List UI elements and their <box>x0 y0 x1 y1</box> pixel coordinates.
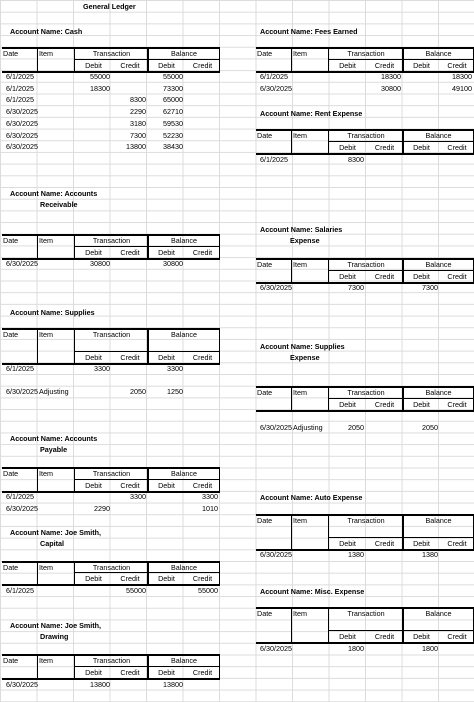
account-name: Account Name: Accounts <box>10 434 98 443</box>
col-item: Item <box>293 388 307 397</box>
entry-item: Adjusting <box>39 387 69 396</box>
entry-date: 6/30/2025 <box>6 259 38 268</box>
col-balance-debit: Debit <box>158 353 175 362</box>
entry-date: 6/1/2025 <box>6 492 34 501</box>
account-name: Account Name: Auto Expense <box>260 493 363 502</box>
col-balance: Balance <box>171 236 197 245</box>
entry-debit: 55000 <box>90 72 110 81</box>
col-transaction-credit: Credit <box>120 248 140 257</box>
entry-balance-debit: 38430 <box>163 142 183 152</box>
col-balance-credit: Credit <box>447 61 467 70</box>
account-name: Account Name: Joe Smith, <box>10 528 102 537</box>
entry-credit: 8300 <box>130 95 146 105</box>
ledger-subheader-border <box>329 141 474 142</box>
col-date: Date <box>257 609 273 618</box>
col-transaction-debit: Debit <box>339 400 356 409</box>
entry-date: 6/30/2025 <box>6 130 38 140</box>
ledger-divider <box>291 258 292 282</box>
account-name: Account Name: Misc. Expense <box>260 587 365 596</box>
col-transaction-debit: Debit <box>85 574 102 583</box>
entry-balance-debit: 7300 <box>422 283 438 292</box>
col-transaction-debit: Debit <box>85 481 102 490</box>
col-item: Item <box>293 609 307 618</box>
col-date: Date <box>3 563 19 572</box>
col-item: Item <box>39 330 53 339</box>
account-name-line2: Expense <box>290 236 320 245</box>
col-transaction-debit: Debit <box>339 61 356 70</box>
entry-balance-credit: 49100 <box>452 83 472 93</box>
col-balance: Balance <box>425 131 452 140</box>
account-name: Account Name: Rent Expense <box>260 109 363 118</box>
col-transaction: Transaction <box>92 469 131 478</box>
entry-debit: 1800 <box>348 644 364 653</box>
entry-credit: 2050 <box>130 387 146 396</box>
entry-credit: 30800 <box>381 83 401 93</box>
account-name-line2: Expense <box>290 353 320 362</box>
entry-date: 6/30/2025 <box>260 423 292 432</box>
col-balance-credit: Credit <box>192 61 213 70</box>
entry-debit: 1380 <box>348 550 364 559</box>
ledger-subheader-border <box>75 246 220 247</box>
col-transaction-credit: Credit <box>374 143 395 152</box>
account-name-line2: Receivable <box>40 200 78 209</box>
col-transaction-debit: Debit <box>85 668 102 677</box>
col-item: Item <box>39 49 53 58</box>
entry-balance-debit: 65000 <box>163 95 183 105</box>
col-balance: Balance <box>171 656 197 665</box>
col-transaction-credit: Credit <box>120 668 140 677</box>
entry-date: 6/30/2025 <box>6 503 38 513</box>
account-name: Account Name: Supplies <box>10 308 95 317</box>
col-balance: Balance <box>171 330 197 339</box>
entry-debit: 7300 <box>348 283 364 292</box>
ledger-divider <box>291 129 292 153</box>
ledger-subheader-border <box>75 351 220 352</box>
entry-credit: 18300 <box>381 72 401 81</box>
col-transaction-debit: Debit <box>339 143 356 152</box>
col-transaction: Transaction <box>347 131 385 140</box>
col-balance-debit: Debit <box>413 632 430 641</box>
col-balance-credit: Credit <box>447 143 467 152</box>
account-name-line2: Capital <box>40 539 64 548</box>
col-item: Item <box>293 49 307 58</box>
entry-credit: 3300 <box>130 492 146 501</box>
account-name: Account Name: Salaries <box>260 225 343 234</box>
ledger-subheader-border <box>329 630 474 631</box>
col-balance-debit: Debit <box>158 248 175 257</box>
col-balance-credit: Credit <box>447 632 467 641</box>
entry-debit: 2050 <box>348 423 364 432</box>
ledger-header-bottom-border <box>2 363 220 365</box>
col-transaction-credit: Credit <box>120 481 140 490</box>
col-balance-debit: Debit <box>413 400 430 409</box>
col-date: Date <box>257 388 273 397</box>
col-balance: Balance <box>171 49 197 58</box>
entry-date: 6/1/2025 <box>6 83 34 93</box>
col-balance-debit: Debit <box>413 539 430 548</box>
col-item: Item <box>39 563 53 572</box>
entry-date: 6/30/2025 <box>6 142 38 152</box>
col-transaction-credit: Credit <box>374 272 395 281</box>
col-transaction-debit: Debit <box>85 248 102 257</box>
col-item: Item <box>293 131 307 140</box>
col-transaction-credit: Credit <box>120 353 140 362</box>
entry-debit: 30800 <box>90 259 110 268</box>
entry-date: 6/1/2025 <box>260 72 288 81</box>
entry-balance-debit: 2050 <box>422 423 438 432</box>
entry-date: 6/1/2025 <box>6 364 34 373</box>
col-balance-debit: Debit <box>413 272 430 281</box>
entry-debit: 18300 <box>90 83 110 93</box>
col-transaction: Transaction <box>92 236 131 245</box>
ledger-divider <box>291 47 292 71</box>
col-item: Item <box>39 656 53 665</box>
col-transaction: Transaction <box>92 656 131 665</box>
col-balance-debit: Debit <box>413 143 430 152</box>
col-balance-credit: Credit <box>192 481 213 490</box>
entry-balance-debit: 13800 <box>163 680 183 689</box>
entry-date: 6/1/2025 <box>6 72 34 81</box>
col-date: Date <box>3 236 19 245</box>
account-name: Account Name: Accounts <box>10 189 98 198</box>
entry-date: 6/1/2025 <box>6 95 34 105</box>
entry-date: 6/1/2025 <box>6 586 34 595</box>
ledger-divider <box>37 47 38 71</box>
ledger-subheader-border <box>75 572 220 573</box>
entry-balance-debit: 1380 <box>422 550 438 559</box>
col-balance-credit: Credit <box>447 539 467 548</box>
col-transaction: Transaction <box>347 260 385 269</box>
account-name: Account Name: Cash <box>10 27 83 36</box>
col-transaction-credit: Credit <box>374 400 395 409</box>
ledger-header-bottom-border <box>2 71 220 73</box>
col-transaction-debit: Debit <box>85 353 102 362</box>
entry-date: 6/30/2025 <box>260 644 292 653</box>
col-balance-credit: Credit <box>447 400 467 409</box>
entry-balance-credit: 55000 <box>198 586 218 595</box>
entry-debit: 8300 <box>348 155 364 164</box>
col-balance-debit: Debit <box>413 61 430 70</box>
col-date: Date <box>3 330 19 339</box>
col-date: Date <box>257 49 273 58</box>
entry-balance-debit: 3300 <box>167 364 183 373</box>
ledger-divider <box>291 514 292 549</box>
entry-credit: 2290 <box>130 107 146 117</box>
col-transaction-credit: Credit <box>120 61 140 70</box>
col-item: Item <box>39 469 53 478</box>
col-date: Date <box>3 469 19 478</box>
account-name-line2: Drawing <box>40 632 69 641</box>
col-balance: Balance <box>425 516 452 525</box>
entry-date: 6/30/2025 <box>260 550 292 559</box>
ledger-header-bottom-border <box>256 153 474 155</box>
entry-date: 6/30/2025 <box>6 118 38 128</box>
ledger-divider <box>37 467 38 491</box>
entry-balance-debit: 52230 <box>163 130 183 140</box>
col-balance: Balance <box>425 260 452 269</box>
entry-date: 6/1/2025 <box>260 155 288 164</box>
entry-balance-debit: 59530 <box>163 118 183 128</box>
ledger-subheader-border <box>75 479 220 480</box>
entry-date: 6/30/2025 <box>6 387 38 396</box>
col-transaction: Transaction <box>92 49 131 58</box>
ledger-subheader-border <box>329 59 474 60</box>
col-balance-credit: Credit <box>447 272 467 281</box>
col-transaction: Transaction <box>92 330 131 339</box>
entry-balance-debit: 55000 <box>163 72 183 81</box>
col-balance-credit: Credit <box>192 668 213 677</box>
col-transaction-debit: Debit <box>339 632 356 641</box>
col-balance: Balance <box>425 388 452 397</box>
col-transaction-debit: Debit <box>339 272 356 281</box>
col-transaction-credit: Credit <box>374 632 395 641</box>
entry-balance-debit: 62710 <box>163 107 183 117</box>
col-transaction: Transaction <box>347 609 385 618</box>
entry-balance-debit: 73300 <box>163 83 183 93</box>
col-transaction: Transaction <box>347 388 385 397</box>
entry-item: Adjusting <box>293 423 323 432</box>
entry-balance-debit: 1800 <box>422 644 438 653</box>
account-name-line2: Payable <box>40 445 68 454</box>
col-transaction-credit: Credit <box>374 539 395 548</box>
ledger-subheader-border <box>329 270 474 271</box>
col-transaction-credit: Credit <box>374 61 395 70</box>
col-date: Date <box>3 656 19 665</box>
col-date: Date <box>3 49 19 58</box>
ledger-divider <box>291 607 292 642</box>
entry-date: 6/30/2025 <box>6 107 38 117</box>
ledger-title: General Ledger <box>83 2 136 11</box>
col-balance: Balance <box>425 609 452 618</box>
ledger-header-bottom-border <box>256 410 474 412</box>
ledger-divider <box>37 654 38 678</box>
entry-credit: 7300 <box>130 130 146 140</box>
col-date: Date <box>257 131 273 140</box>
col-balance: Balance <box>171 469 197 478</box>
col-transaction: Transaction <box>92 563 131 572</box>
col-transaction: Transaction <box>347 49 385 58</box>
ledger-divider <box>37 561 38 584</box>
col-balance: Balance <box>425 49 452 58</box>
col-item: Item <box>293 260 307 269</box>
ledger-divider <box>291 386 292 410</box>
entry-balance-credit: 3300 <box>202 492 218 501</box>
col-balance-debit: Debit <box>158 574 175 583</box>
account-name: Account Name: Supplies <box>260 342 345 351</box>
col-balance-credit: Credit <box>192 574 213 583</box>
col-transaction-debit: Debit <box>339 539 356 548</box>
col-balance-credit: Credit <box>192 353 213 362</box>
entry-balance-credit: 18300 <box>452 72 472 81</box>
entry-credit: 3180 <box>130 118 146 128</box>
entry-balance-credit: 1010 <box>202 503 218 513</box>
entry-credit: 55000 <box>126 586 146 595</box>
entry-date: 6/30/2025 <box>6 680 38 689</box>
col-balance: Balance <box>171 563 197 572</box>
entry-credit: 13800 <box>126 142 146 152</box>
account-name: Account Name: Fees Earned <box>260 27 358 36</box>
entry-balance-debit: 1250 <box>167 387 183 396</box>
entry-debit: 13800 <box>90 680 110 689</box>
ledger-divider <box>37 234 38 258</box>
ledger-subheader-border <box>75 666 220 667</box>
col-transaction-debit: Debit <box>85 61 102 70</box>
entry-date: 6/30/2025 <box>260 283 292 292</box>
col-date: Date <box>257 516 273 525</box>
ledger-subheader-border <box>75 59 220 60</box>
col-date: Date <box>257 260 273 269</box>
ledger-divider <box>37 328 38 363</box>
col-item: Item <box>39 236 53 245</box>
col-balance-debit: Debit <box>158 668 175 677</box>
col-transaction-credit: Credit <box>120 574 140 583</box>
ledger-subheader-border <box>329 537 474 538</box>
col-balance-credit: Credit <box>192 248 213 257</box>
col-balance-debit: Debit <box>158 61 175 70</box>
account-name: Account Name: Joe Smith, <box>10 621 102 630</box>
ledger-subheader-border <box>329 398 474 399</box>
col-transaction: Transaction <box>347 516 385 525</box>
entry-debit: 2290 <box>94 503 110 513</box>
col-item: Item <box>293 516 307 525</box>
entry-balance-debit: 30800 <box>163 259 183 268</box>
entry-debit: 3300 <box>94 364 110 373</box>
entry-date: 6/30/2025 <box>260 83 292 93</box>
col-balance-debit: Debit <box>158 481 175 490</box>
